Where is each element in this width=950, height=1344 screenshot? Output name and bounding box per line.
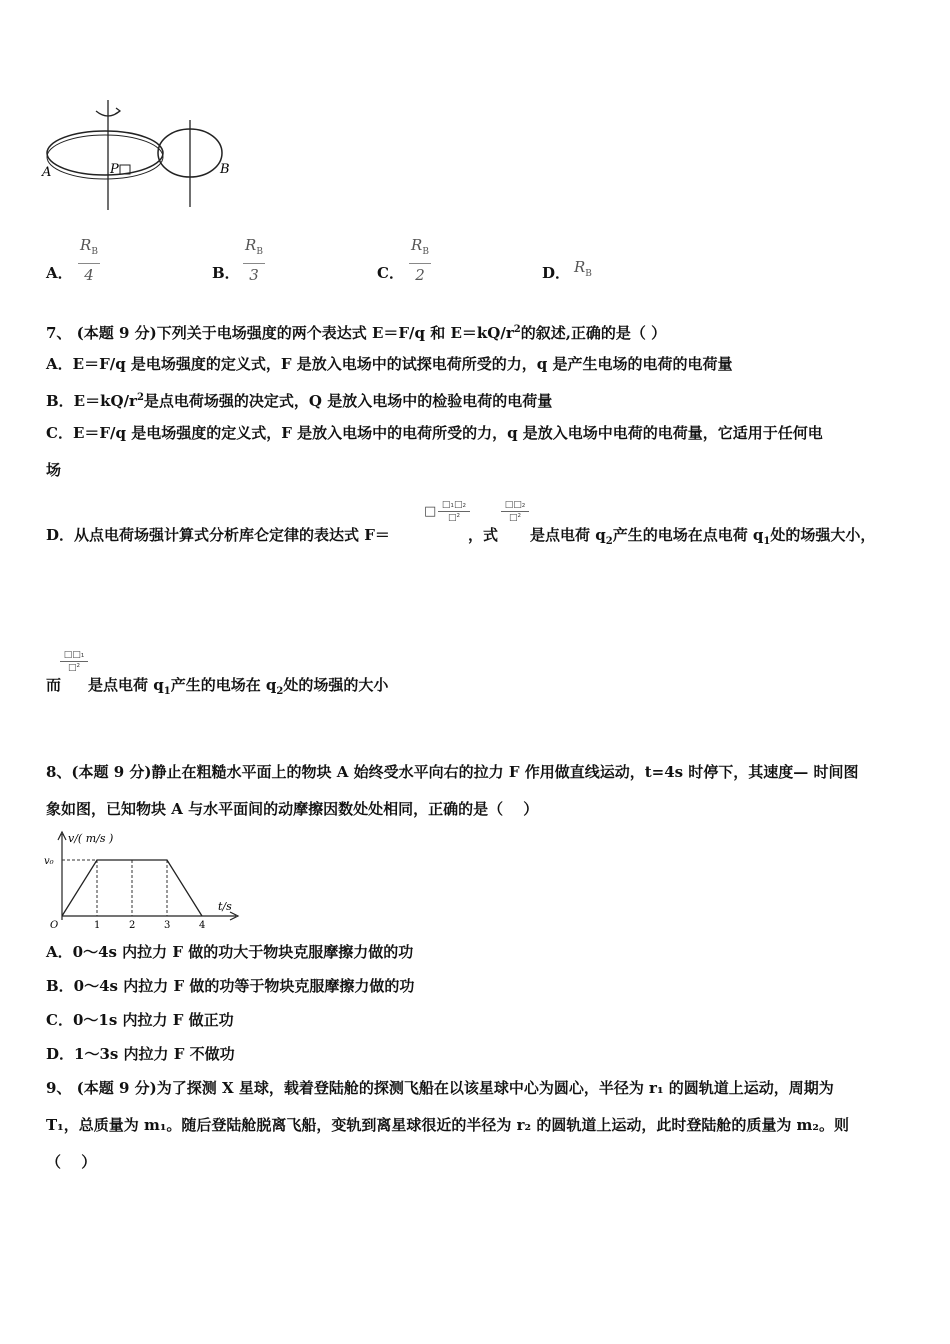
q7-coulomb-fraction: □₁□₂ □² [438,500,470,523]
q6-option-d-value: $R_B$ [574,258,592,279]
disk-figure [40,95,240,215]
q7-option-c-line1: C．E＝F/q 是电场强度的定义式，F 是放入电场中的电荷所受的力，q 是放入电场中电荷的电荷量，它适用于任何电 [46,424,823,442]
q7-option-d-line1: D．从点电荷场强计算式分析库仑定律的表达式 F＝ [46,526,390,544]
q6-option-c-label: C． [377,264,404,282]
velocity-time-chart [40,828,250,933]
q8-option-a: A．0～4s 内拉力 F 做的功大于物块克服摩擦力做的功 [46,943,414,961]
origin-label: O [50,920,59,931]
q7-option-d-line2-pre: 而 [46,676,62,694]
x-axis-label: t/s [218,900,232,913]
q7-field-fraction-2: □□₁ □² [60,650,88,673]
x-tick-1: 1 [94,920,101,931]
y-tick-v0: v₀ [44,856,54,867]
q9-stem-line1: 9、 (本题 9 分)为了探测 X 星球，载着登陆舱的探测飞船在以该星球中心为圆心，半径为 r₁ 的圆轨道上运动，周期为 [46,1079,834,1097]
q7-option-a: A．E＝F/q 是电场强度的定义式，F 是放入电场中的试探电荷所受的力，q 是产生电场的电荷的电荷量 [46,355,733,373]
guide-lines [62,860,167,916]
q6-option-c-frac: $R_B$ 2 [409,236,431,284]
q8-option-c: C．0～1s 内拉力 F 做正功 [46,1011,234,1029]
q7-option-b: B．$E=kQ/r^2$是点电荷场强的决定式，Q 是放入电场中的检验电荷的电荷量 [46,392,553,410]
q7-stem: 7、 (本题 9 分)下列关于电场强度的两个表达式 E＝F/q 和 $E=kQ/r^2$的叙述,正确的是（ ） [46,324,667,342]
q9-stem-line3: （ ） [46,1153,97,1171]
q7-option-c-line2: 场 [46,461,62,479]
x-tick-labels [94,920,205,931]
disk-a [47,131,163,175]
q8-stem-line2: 象如图，已知物块 A 与水平面间的动摩擦因数处处相同，正确的是（ ） [46,800,539,818]
q8-option-d: D．1～3s 内拉力 F 不做功 [46,1045,235,1063]
q9-stem-line2: T₁，总质量为 m₁。随后登陆舱脱离飞船，变轨到离星球很近的半径为 r₂ 的圆轨道上运动，此时登陆舱的质量为 m₂。则 [46,1116,849,1134]
q6-option-a-label: A． [46,264,73,282]
y-axis-label: v/( m/s ) [68,832,114,845]
disk-a-rim [47,135,163,179]
q6-option-a-frac: $R_B$ 4 [78,236,100,284]
x-tick-4: 4 [199,920,206,931]
q6-option-b-frac: $R_B$ 3 [243,236,265,284]
q7-option-d-line1b: ，式 [468,526,499,544]
label-a: A [42,165,52,180]
label-b: B [220,162,230,177]
q7-option-d-line2: 是点电荷 $q_1$产生的电场在 $q_2$处的场强的大小 [88,676,389,697]
x-tick-2: 2 [129,920,136,931]
q7-option-d-line1c: 是点电荷 $q_2$产生的电场在点电荷 $q_1$处的场强大小， [530,526,876,547]
label-p: P [110,162,119,177]
x-tick-3: 3 [164,920,171,931]
q7-field-fraction-1: □□₂ □² [501,500,529,523]
q8-stem-line1: 8、(本题 9 分)静止在粗糙水平面上的物块 A 始终受水平向右的拉力 F 作用做直线运动，t=4s 时停下，其速度— 时间图 [46,763,859,781]
q7-coulomb-pre: □ [424,504,437,519]
q8-option-b: B．0～4s 内拉力 F 做的功等于物块克服摩擦力做的功 [46,977,415,995]
q6-option-b-label: B． [212,264,240,282]
q6-option-d-label: D． [542,264,571,282]
